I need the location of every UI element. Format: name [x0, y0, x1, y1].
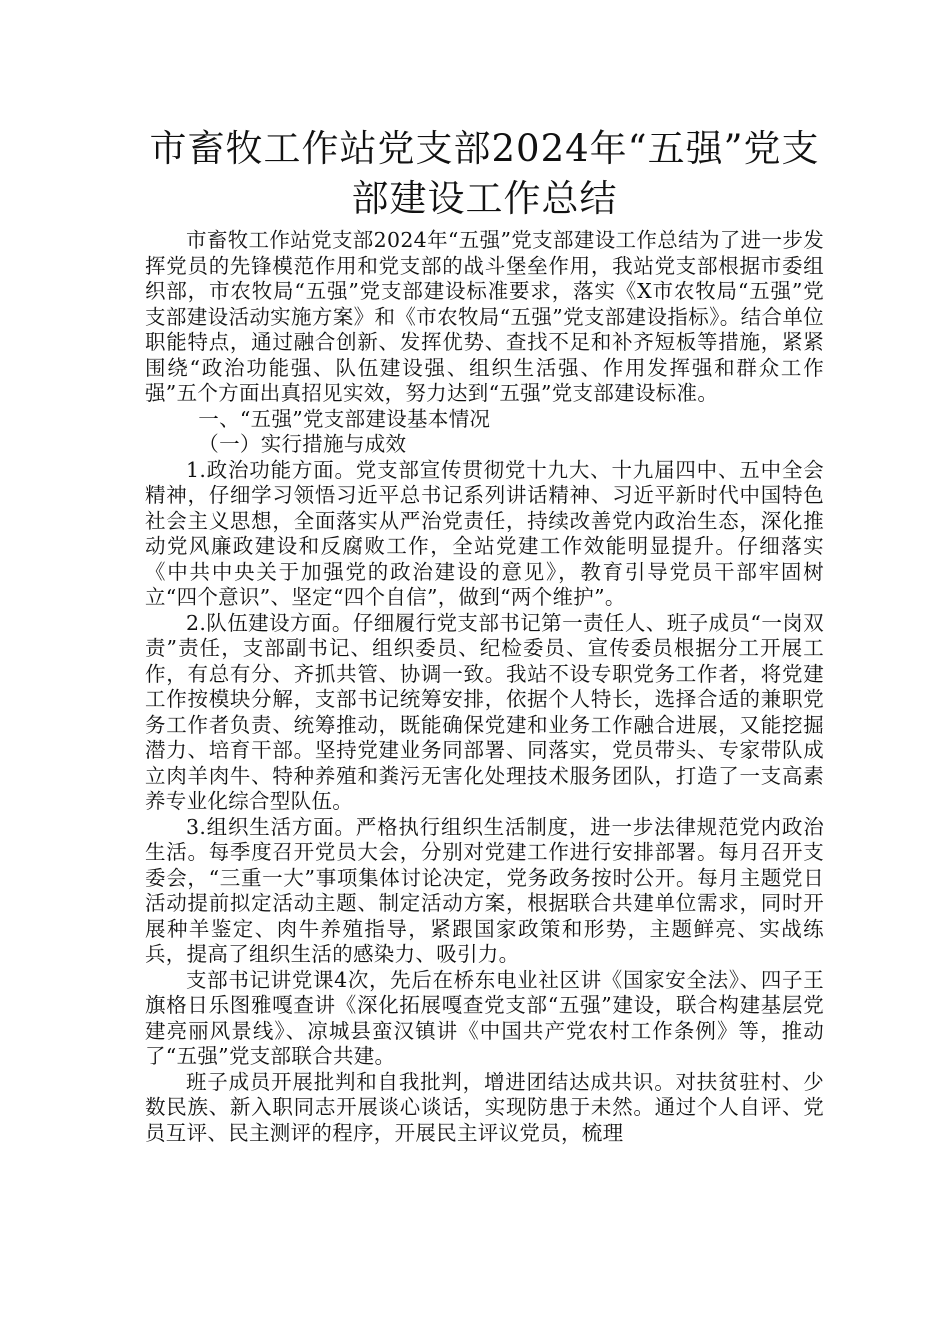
title-line-2: 部建设工作总结 [351, 177, 618, 220]
subsection-heading-1: （一）实行措施与成效 [198, 432, 407, 456]
paragraph-organization-life: 3.组织生活方面。严格执行组织生活制度，进一步法律规范党内政治生活。每季度召开党员大会，分别对党建工作进行安排部署。每月召开支委会，“三重一大”事项集体讨论决定，党务政务按时公开。每月主题党日活动提前拟定活动主题、制定活动方案，根据联合共建单位需求，同时开展种羊鉴定、肉牛养殖指导，紧跟国家政策和形势，主题鲜亮、实战练兵，提高了组织生活的感染力、吸引力。 [145, 814, 824, 966]
intro-paragraph: 市畜牧工作站党支部2024年“五强”党支部建设工作总结为了进一步发挥党员的先锋模范作用和党支部的战斗堡垒作用，我站党支部根据市委组织部，市农牧局“五强”党支部建设标准要求，落实《X市农牧局“五强”党支部建设活动实施方案》和《市农牧局“五强”党支部建设指标》。结合单位职能特点，通过融合创新、发挥优势、查找不足和补齐短板等措施，紧紧围绕“政治功能强、队伍建设强、组织生活强、作用发挥强和群众工作强”五个方面出真招见实效，努力达到“五强”党支部建设标准。 [145, 228, 824, 405]
paragraph-criticism: 班子成员开展批判和自我批判，增进团结达成共识。对扶贫驻村、少数民族、新入职同志开展谈心谈话，实现防患于未然。通过个人自评、党员互评、民主测评的程序，开展民主评议党员，梳理 [145, 1069, 824, 1145]
paragraph-party-lectures: 支部书记讲党课4次，先后在桥东电业社区讲《国家安全法》、四子王旗格日乐图雅嘎查讲《深化拓展嘎查党支部“五强”建设，联合构建基层党建亮丽风景线》、凉城县蛮汉镇讲《中国共产党农村工作条例》等，推动了“五强”党支部联合共建。 [145, 967, 824, 1068]
document-title [145, 124, 824, 224]
section-heading-1: 一、“五强”党支部建设基本情况 [198, 406, 491, 431]
paragraph-team-building: 2.队伍建设方面。仔细履行党支部书记第一责任人、班子成员“一岗双责”责任，支部副书记、组织委员、纪检委员、宣传委员根据分工开展工作，有总有分、齐抓共管、协调一致。我站不设专职党务工作者，将党建工作按模块分解，支部书记统筹安排，依据个人特长，选择合适的兼职党务工作者负责、统筹推动，既能确保党建和业务工作融合进展，又能挖掘潜力、培育干部。坚持党建业务同部署、同落实，党员带头、专家带队成立肉羊肉牛、特种养殖和粪污无害化处理技术服务团队，打造了一支高素养专业化综合型队伍。 [145, 610, 824, 813]
title-line-1: 市畜牧工作站党支部2024年“五强”党支 [149, 127, 820, 170]
paragraph-political-function: 1.政治功能方面。党支部宣传贯彻党十九大、十九届四中、五中全会精神，仔细学习领悟习近平总书记系列讲话精神、习近平新时代中国特色社会主义思想，全面落实从严治党责任，持续改善党内政治生态，深化推动党风廉政建设和反腐败工作，全站党建工作效能明显提升。仔细落实《中共中央关于加强党的政治建设的意见》，教育引导党员干部牢固树立“四个意识”、坚定“四个自信”，做到“两个维护”。 [145, 457, 824, 609]
